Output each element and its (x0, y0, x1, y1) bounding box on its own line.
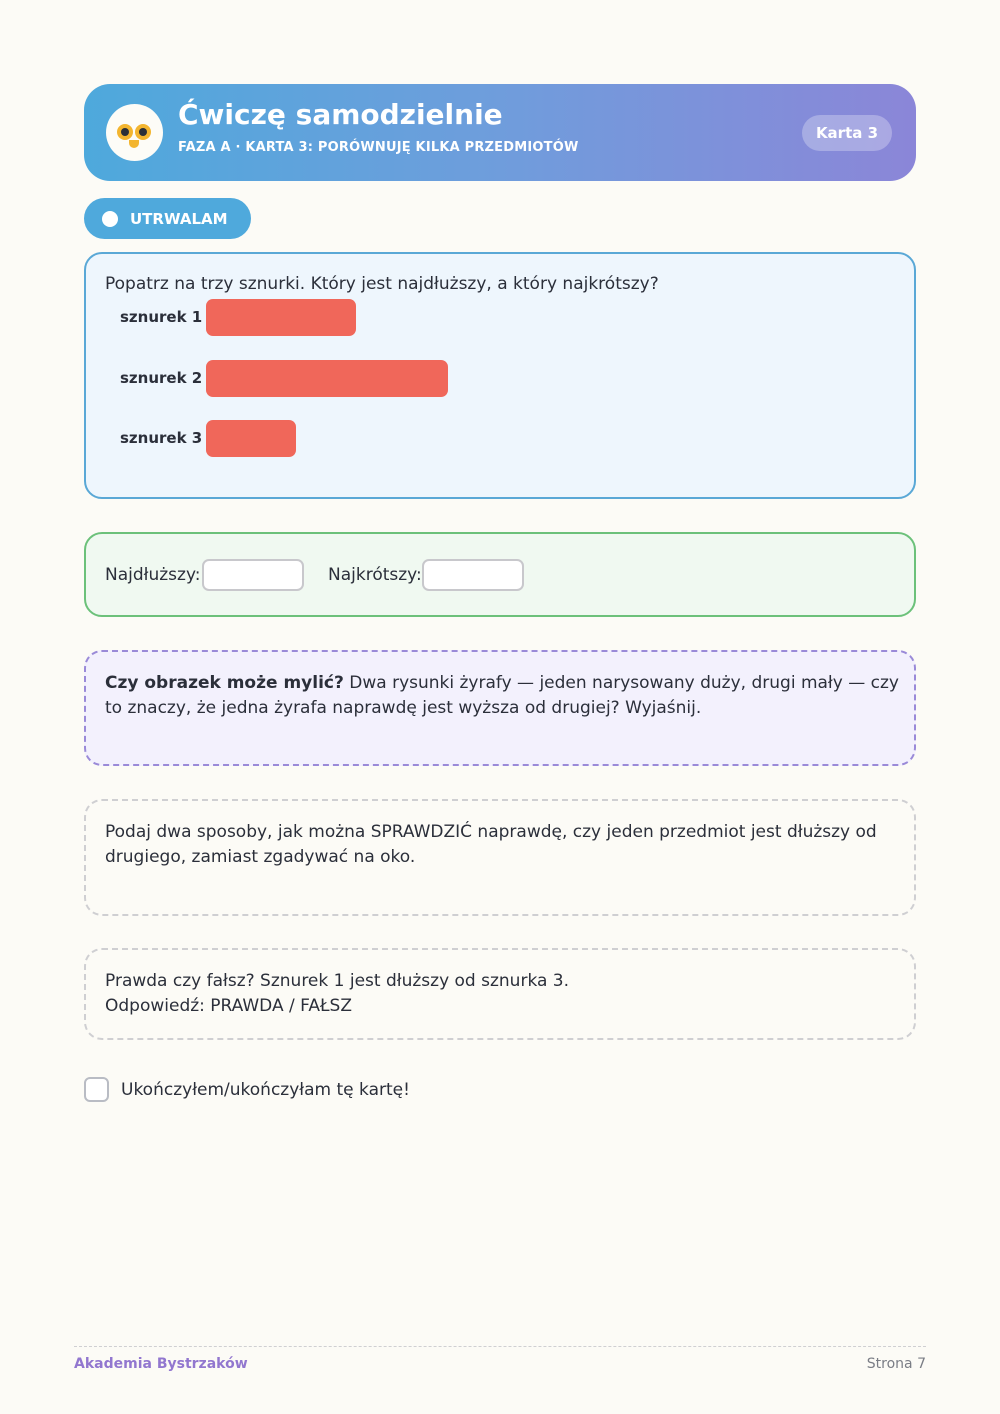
shortest-input[interactable] (422, 559, 524, 591)
true-false-answer: Odpowiedź: PRAWDA / FAŁSZ (105, 996, 352, 1016)
task-check-methods (84, 799, 916, 916)
true-false-question: Prawda czy fałsz? Sznurek 1 jest dłuższy od sznurka 3. (105, 971, 570, 991)
think-box (84, 650, 916, 766)
think-body: Dwa rysunki żyrafy — jeden narysowany duży, drugi mały — czy to znaczy, że jedna żyrafa naprawdę jest wyższa od drugiej? Wyjaśnij. (105, 673, 899, 718)
completion-label: Ukończyłem/ukończyłam tę kartę! (121, 1079, 410, 1100)
footer-divider (74, 1346, 926, 1347)
page-number: Strona 7 (866, 1356, 926, 1372)
page-title: Ćwiczę samodzielnie (178, 98, 503, 131)
string-label: sznurek 2 (120, 369, 203, 387)
true-false-text (105, 969, 905, 1019)
task-strings (84, 252, 916, 499)
task-question: Popatrz na trzy sznurki. Który jest najdłuższy, a który najkrótszy? (105, 274, 659, 294)
section-pill-label: UTRWALAM (130, 209, 228, 228)
think-text (105, 671, 905, 721)
dot-icon (102, 211, 118, 227)
completion-checkbox[interactable] (84, 1077, 109, 1102)
footer-brand: Akademia Bystrzaków (74, 1356, 248, 1372)
longest-input[interactable] (202, 559, 304, 591)
page-subtitle: FAZA A · KARTA 3: PORÓWNUJĘ KILKA PRZEDMIOTÓW (178, 140, 579, 155)
card-badge: Karta 3 (802, 115, 892, 151)
string-bar (206, 299, 356, 336)
owl-icon (106, 104, 163, 161)
header-banner (84, 84, 916, 181)
longest-label: Najdłuższy: (105, 565, 201, 585)
section-pill (84, 198, 251, 239)
string-bar (206, 420, 296, 457)
completion-row[interactable] (84, 1077, 410, 1102)
string-bar (206, 360, 448, 397)
task-check-text: Podaj dwa sposoby, jak można SPRAWDZIĆ naprawdę, czy jeden przedmiot jest dłuższy od drugiego, zamiast zgadywać na oko. (105, 822, 877, 867)
string-label: sznurek 1 (120, 308, 203, 326)
think-title: Czy obrazek może mylić? (105, 673, 344, 693)
string-label: sznurek 3 (120, 429, 203, 447)
shortest-label: Najkrótszy: (328, 565, 422, 585)
task-true-false (84, 948, 916, 1040)
answer-box (84, 532, 916, 617)
